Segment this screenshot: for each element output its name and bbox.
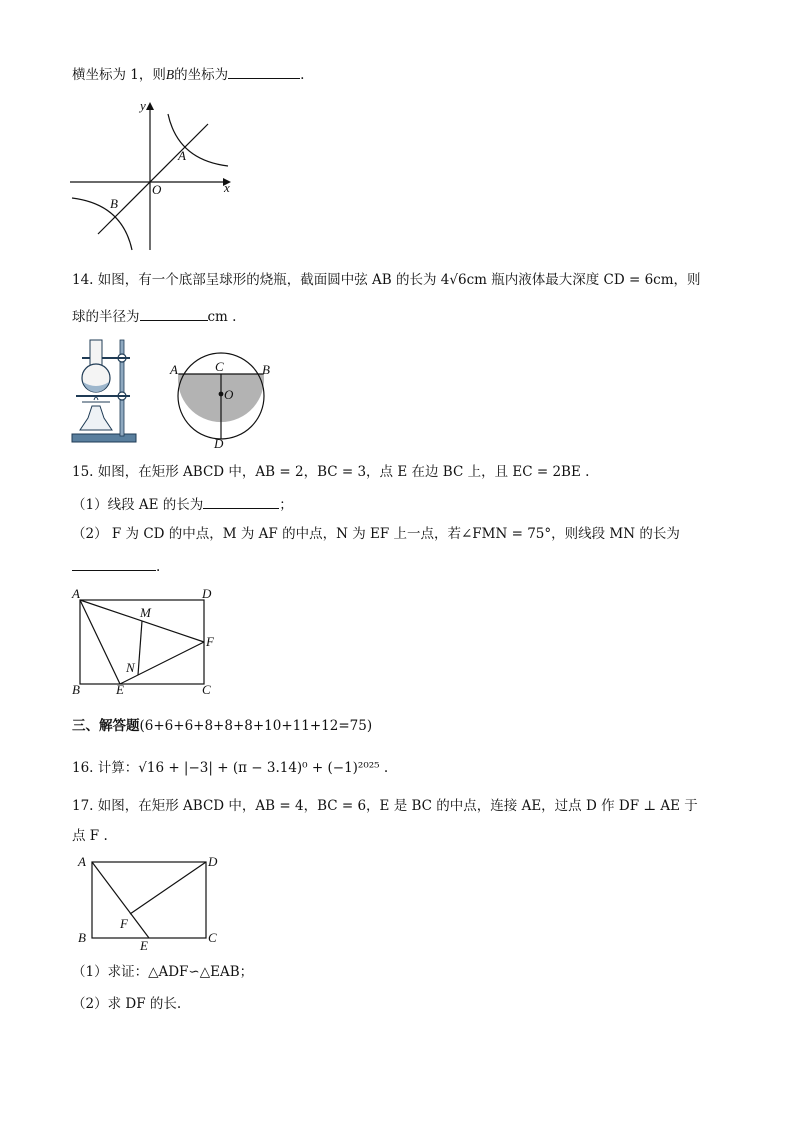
answer-blank-15-2[interactable]	[72, 556, 156, 571]
axis-x-label: x	[224, 180, 230, 195]
rect17-label-d: D	[208, 854, 218, 869]
rect15-label-e: E	[116, 682, 124, 697]
circle-label-d: D	[214, 436, 224, 451]
q15-part2: （2） F 为 CD 的中点，M 为 AF 的中点，N 为 EF 上一点，若∠FMN = 75°，则线段 MN 的长为	[72, 526, 680, 542]
rect15-label-m: M	[140, 605, 151, 620]
rectangle-figure-q15	[68, 586, 228, 698]
rect17-label-e: E	[140, 938, 148, 952]
point-a-label: A	[178, 148, 186, 163]
answer-blank-15-1[interactable]	[203, 494, 279, 509]
intro-text: 横坐标为 1，则	[72, 67, 166, 83]
section-3-scores: (6+6+6+8+8+8+10+11+12=75)	[139, 718, 373, 734]
q15-part1	[72, 494, 293, 515]
q15-line1: 15. 如图，在矩形 ABCD 中，AB = 2，BC = 3，点 E 在边 BC 上，且 EC = 2BE .	[72, 464, 590, 480]
answer-blank-14[interactable]	[140, 306, 208, 321]
section-3-title: 三、解答题	[72, 718, 140, 734]
q15-part1-text: （1）线段 AE 的长为	[72, 497, 204, 513]
axis-y-label: y	[140, 98, 146, 113]
q17-line1: 17. 如图，在矩形 ABCD 中，AB = 4，BC = 6，E 是 BC 的中点，连接 AE，过点 D 作 DF ⊥ AE 于	[72, 798, 698, 814]
hyperbola-figure	[68, 98, 238, 254]
circle-label-o: O	[224, 387, 234, 402]
circle-label-c: C	[215, 359, 224, 374]
q17-line2: 点 F .	[72, 828, 108, 844]
q15-part2-line2	[72, 556, 160, 577]
flask-apparatus-image	[70, 334, 142, 446]
rect17-label-c: C	[208, 930, 217, 945]
intro-tail: .	[300, 67, 305, 83]
section-3-heading	[72, 716, 372, 736]
intro-var-b: B	[165, 67, 175, 82]
circle-label-b: B	[262, 362, 270, 377]
q14-line2	[72, 306, 236, 327]
rect17-label-b: B	[78, 930, 86, 945]
q14-line1: 14. 如图，有一个底部呈球形的烧瓶，截面圆中弦 AB 的长为 4√6cm 瓶内液体最大深度 CD = 6cm，则	[72, 272, 701, 288]
q15-part2-tail: .	[156, 559, 161, 575]
q17-part1: （1）求证：△ADF∽△EAB；	[72, 964, 254, 980]
rect15-label-n: N	[126, 660, 135, 675]
rect17-label-f: F	[120, 916, 128, 931]
intro-line	[72, 64, 304, 85]
rect15-label-b: B	[72, 682, 80, 697]
rect17-label-a: A	[78, 854, 86, 869]
rect15-label-f: F	[206, 634, 214, 649]
rectangle-figure-q17	[72, 852, 232, 952]
rect15-label-a: A	[72, 586, 80, 601]
point-b-label: B	[110, 196, 118, 211]
origin-label: O	[152, 182, 162, 197]
intro-text-b: 的坐标为	[174, 67, 229, 83]
q14-unit: cm .	[207, 309, 237, 325]
q14-text: 球的半径为	[72, 309, 140, 325]
answer-blank-13[interactable]	[228, 64, 300, 79]
rect15-label-d: D	[202, 586, 212, 601]
circle-section-figure	[168, 344, 274, 452]
q17-part2: （2）求 DF 的长.	[72, 996, 182, 1012]
circle-label-a: A	[170, 362, 178, 377]
q16-line: 16. 计算：√16 + |−3| + (π − 3.14)⁰ + (−1)²⁰²⁵ .	[72, 760, 389, 776]
q15-part1-tail: ；	[279, 497, 293, 513]
rect15-label-c: C	[202, 682, 211, 697]
